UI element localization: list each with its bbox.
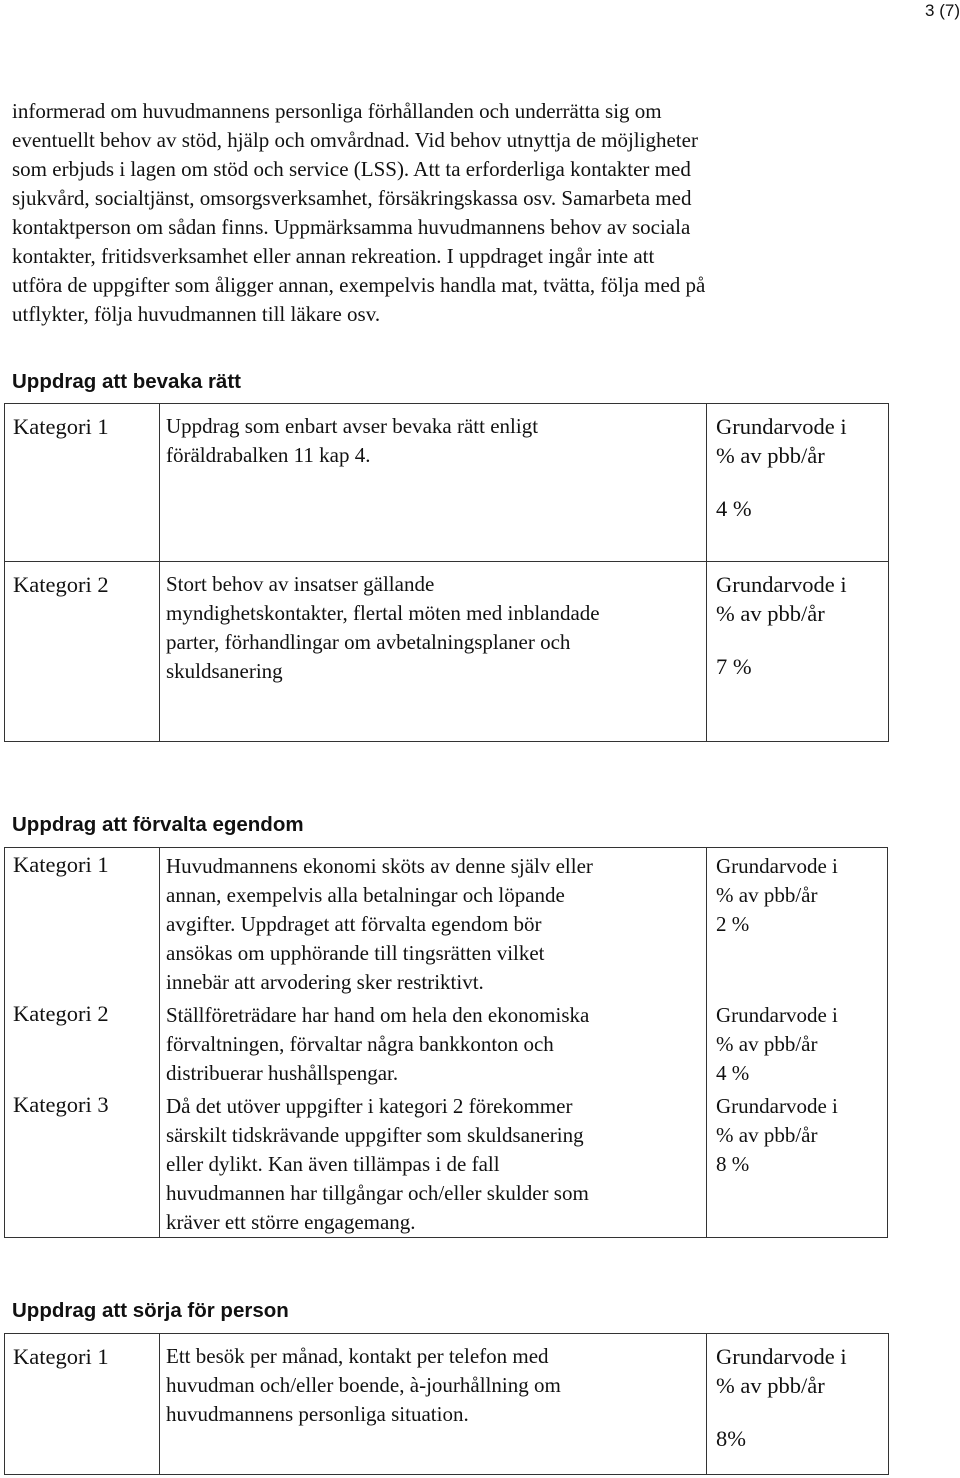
rate-cell: Grundarvode i % av pbb/år 4 %: [707, 997, 888, 1088]
description-cell: Ett besök per månad, kontakt per telefon med huvudman och/eller boende, à-jourhållning om huvudmannens personliga situation.: [160, 1334, 707, 1475]
description-cell: Huvudmannens ekonomi sköts av denne själv eller annan, exempelvis alla betalningar och löpande avgifter. Uppdraget att förvalta egendom bör ansökas om upphörande till tingsrätten vilket innebär att arvodering sker restriktivt.: [160, 848, 707, 998]
table-row: [5, 562, 889, 742]
rate-cell: Grundarvode i % av pbb/år 8%: [707, 1334, 889, 1475]
fee-table-forvalta-egendom: [4, 847, 888, 1238]
description-cell: Stort behov av insatser gällande myndighetskontakter, flertal möten med inblandade parter, förhandlingar om avbetalningsplaner och skuldsanering: [160, 562, 707, 742]
rate-value: 4 %: [716, 496, 752, 521]
intro-paragraph: [12, 97, 912, 329]
table-row: [5, 404, 889, 562]
rate-value: 7 %: [716, 654, 752, 679]
table-row: [5, 1088, 888, 1238]
fee-table-bevaka-ratt: [4, 403, 889, 742]
section-heading-forvalta-egendom: Uppdrag att förvalta egendom: [12, 813, 304, 836]
category-cell: Kategori 2: [5, 997, 160, 1088]
table-row: [5, 848, 888, 998]
section-heading-bevaka-ratt: Uppdrag att bevaka rätt: [12, 370, 241, 393]
intro-line: kontakter, fritidsverksamhet eller annan rekreation. I uppdraget ingår inte att: [12, 244, 655, 268]
category-cell: Kategori 2: [5, 562, 160, 742]
table-row: [5, 997, 888, 1088]
intro-line: kontaktperson om sådan finns. Uppmärksamma huvudmannens behov av sociala: [12, 215, 691, 239]
intro-line: eventuellt behov av stöd, hjälp och omvårdnad. Vid behov utnyttja de möjligheter: [12, 128, 698, 152]
rate-cell: Grundarvode i % av pbb/år 8 %: [707, 1088, 888, 1238]
intro-line: informerad om huvudmannens personliga förhållanden och underrätta sig om: [12, 99, 662, 123]
description-cell: Ställföreträdare har hand om hela den ekonomiska förvaltningen, förvaltar några bankkonton och distribuerar hushållspengar.: [160, 997, 707, 1088]
category-cell: Kategori 1: [5, 848, 160, 998]
page-number: 3 (7): [925, 1, 960, 20]
section-heading-sorja-for-person: Uppdrag att sörja för person: [12, 1299, 289, 1322]
description-cell: Då det utöver uppgifter i kategori 2 förekommer särskilt tidskrävande uppgifter som skuldsanering eller dylikt. Kan även tillämpas i de fall huvudmannen har tillgångar och/eller skulder som kräver ett större engagemang.: [160, 1088, 707, 1238]
rate-cell: Grundarvode i % av pbb/år 7 %: [707, 562, 889, 742]
description-cell: Uppdrag som enbart avser bevaka rätt enligt föräldrabalken 11 kap 4.: [160, 404, 707, 562]
category-cell: Kategori 1: [5, 404, 160, 562]
table-row: [5, 1334, 889, 1475]
rate-cell: Grundarvode i % av pbb/år 2 %: [707, 848, 888, 998]
fee-table-sorja-for-person: [4, 1333, 889, 1475]
rate-value: 8%: [716, 1426, 746, 1451]
rate-value: 2 %: [716, 912, 750, 936]
category-cell: Kategori 1: [5, 1334, 160, 1475]
rate-value: 4 %: [716, 1061, 750, 1085]
rate-value: 8 %: [716, 1152, 750, 1176]
category-cell: Kategori 3: [5, 1088, 160, 1238]
intro-line: sjukvård, socialtjänst, omsorgsverksamhet, försäkringskassa osv. Samarbeta med: [12, 186, 692, 210]
intro-line: utflykter, följa huvudmannen till läkare osv.: [12, 302, 381, 326]
intro-line: som erbjuds i lagen om stöd och service (LSS). Att ta erforderliga kontakter med: [12, 157, 691, 181]
rate-cell: Grundarvode i % av pbb/år 4 %: [707, 404, 889, 562]
intro-line: utföra de uppgifter som åligger annan, exempelvis handla mat, tvätta, följa med på: [12, 273, 706, 297]
